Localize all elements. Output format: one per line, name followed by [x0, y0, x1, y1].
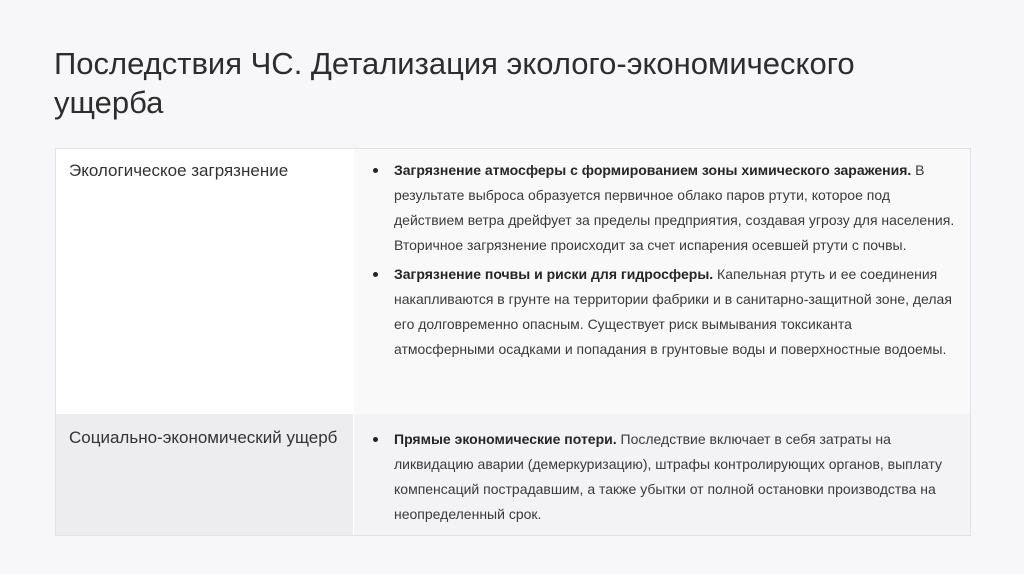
table-row — [56, 414, 970, 535]
list-item — [368, 427, 956, 527]
item-text: Последствие включает в себя затраты на ликвидацию аварии (демеркуризацию), штрафы контролирующих органов, выплату компенсаций пострадавшим, а также убытки от полной остановки производства на неопределенный срок. — [394, 431, 942, 522]
item-heading: Прямые экономические потери. — [394, 431, 617, 447]
item-heading: Загрязнение почвы и риски для гидросферы. — [394, 266, 714, 282]
row-content — [353, 414, 970, 535]
consequences-table — [55, 148, 971, 536]
table-row — [56, 149, 970, 414]
item-text: В результате выброса образуется первичное облако паров ртути, которое под действием ветра дрейфует за пределы предприятия, создавая угрозу для населения. Вторичное загрязнение происходит за счет испарения осевшей ртути с почвы. — [394, 162, 955, 253]
bullet-list — [368, 158, 956, 362]
row-content — [353, 149, 970, 414]
bullet-icon — [373, 437, 378, 442]
page-title: Последствия ЧС. Детализация эколого-экономического ущерба — [54, 46, 855, 120]
list-item — [368, 158, 956, 258]
item-text: Капельная ртуть и ее соединения накапливаются в грунте на территории фабрики и в санитарно-защитной зоне, делая его долговременно опасным. Существует риск вымывания токсиканта атмосферными осадками и попадания в грунтовые воды и поверхностные водоемы. — [394, 266, 952, 357]
row-label: Экологическое загрязнение — [69, 161, 289, 180]
bullet-icon — [373, 168, 378, 173]
row-label: Социально-экономический ущерб — [69, 428, 338, 447]
list-item — [368, 262, 956, 362]
bullet-icon — [373, 272, 378, 277]
item-heading: Загрязнение атмосферы с формированием зоны химического заражения. — [394, 162, 912, 178]
bullet-list — [368, 427, 956, 527]
